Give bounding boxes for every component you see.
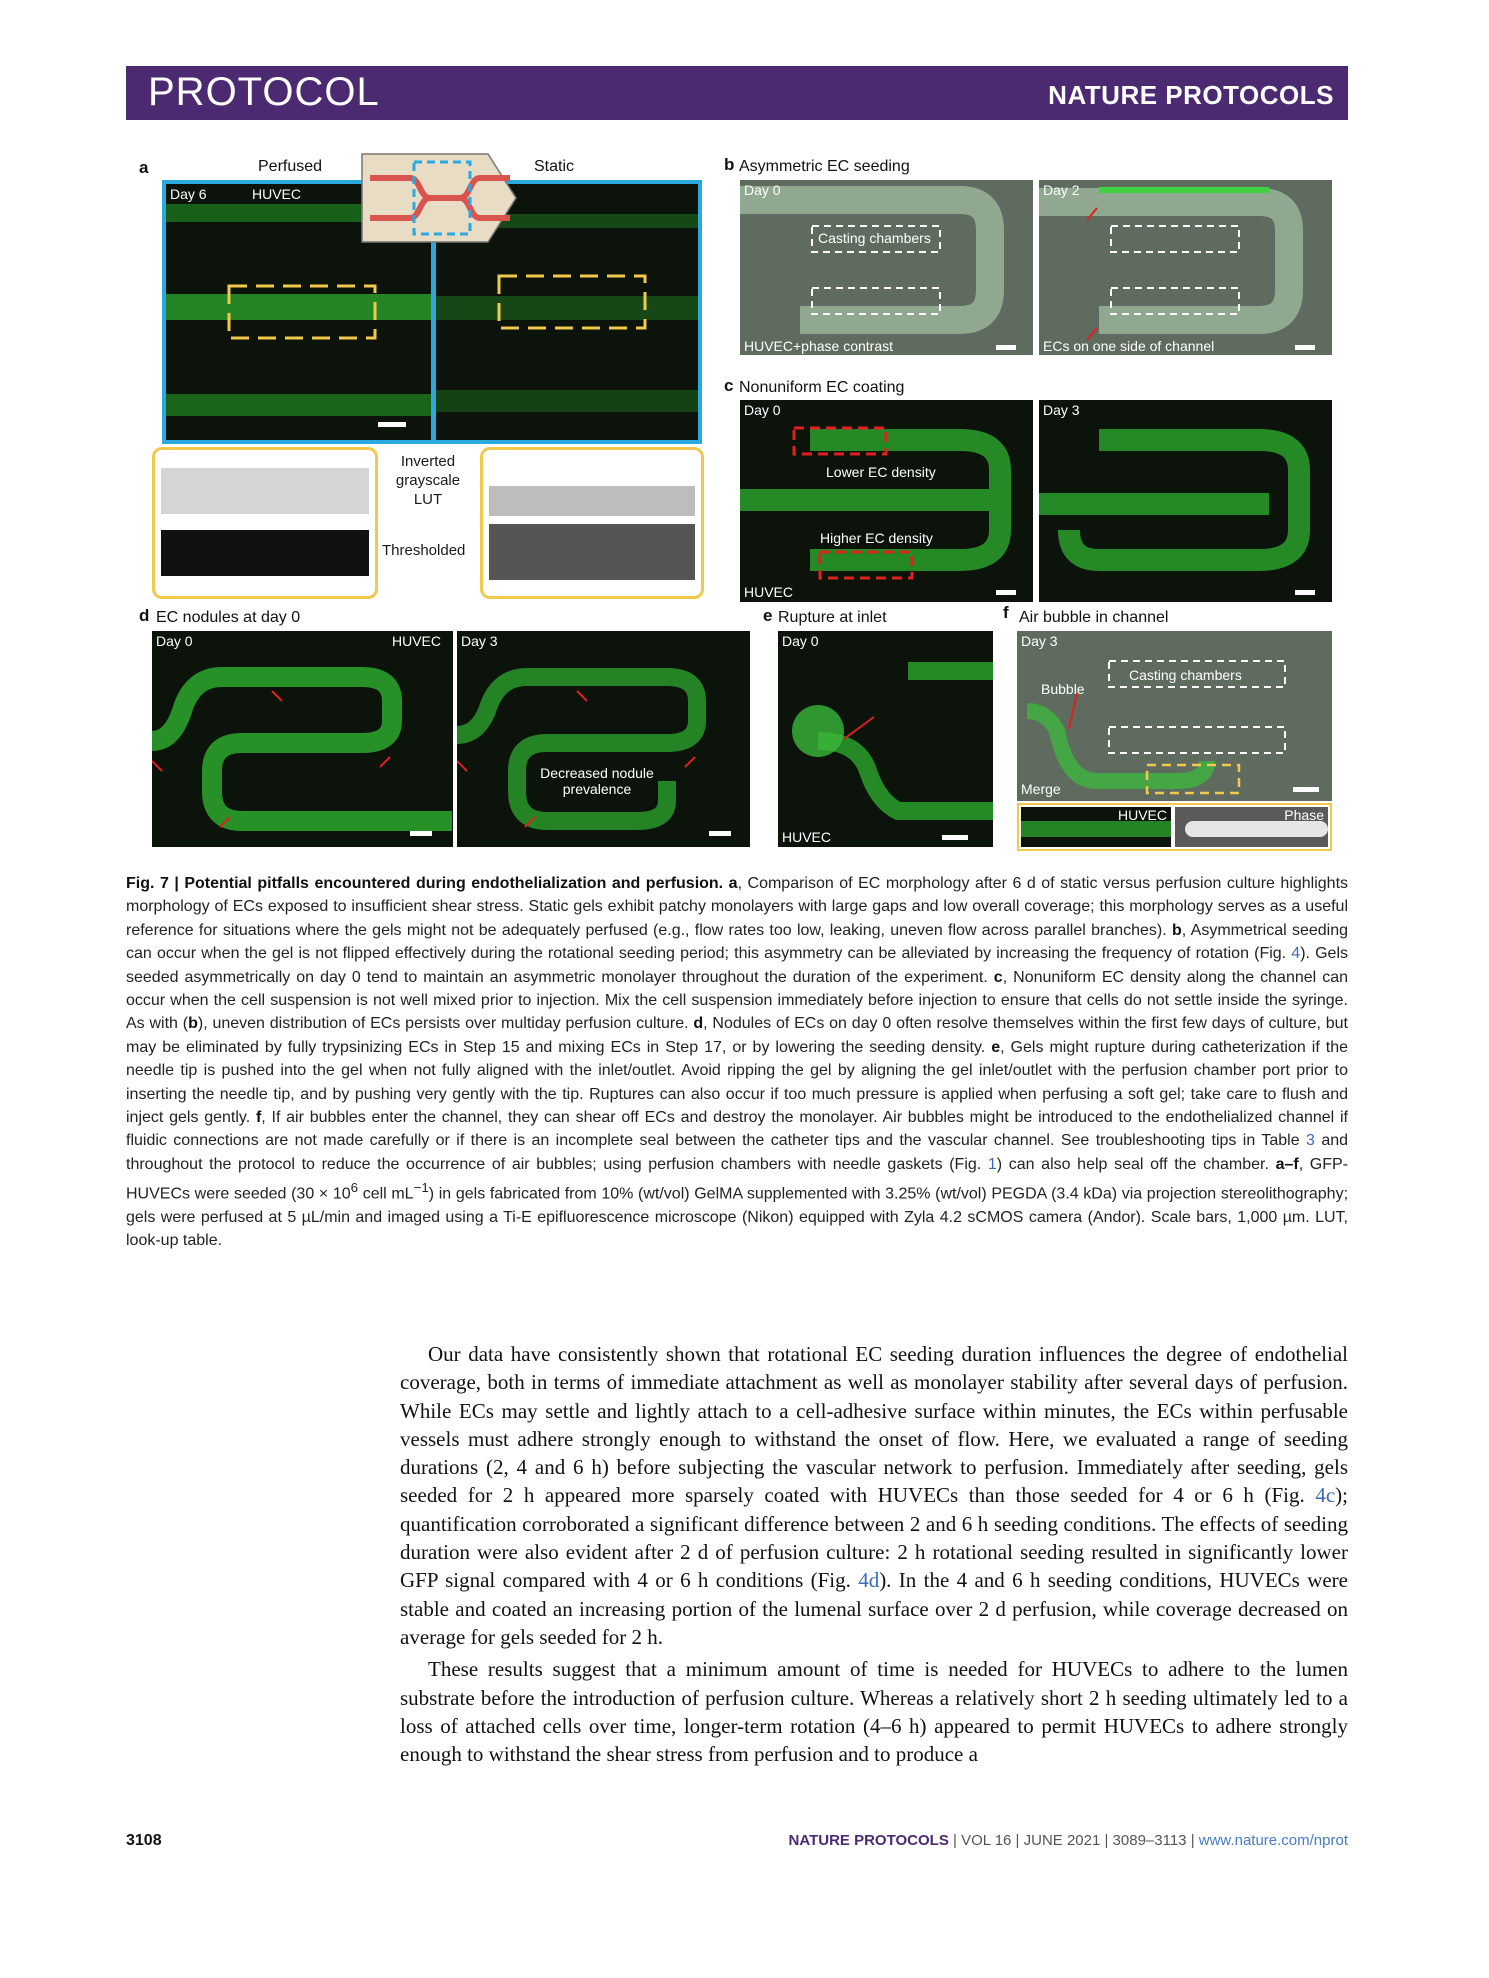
panel-c-day3: Day 3 (1043, 402, 1080, 418)
panel-d-day0-channels (152, 631, 453, 847)
panel-b-day2: Day 2 (1043, 182, 1080, 198)
caption-b-text: , Asymmetrical seeding can occur when the gel is not flipped effectively during the rotational seeding period; this asymmetry can be alleviated by increasing the frequency of rotation (Fig. (126, 921, 1348, 963)
p1-text-c: ). In the 4 and 6 h seeding conditions, HUVECs were stable and coated an increasing portion of the lumenal surface over 2 d perfusion, while coverage decreased on average for gels seeded for 2 h. (400, 1568, 1348, 1649)
panel-a-cell: HUVEC (252, 186, 302, 202)
panel-a-static-lut-box (480, 447, 704, 599)
panel-b-casting: Casting chambers (818, 230, 931, 246)
caption-f-text: , If air bubbles enter the channel, they can shear off ECs and destroy the monolayer. Air bubbles might be introduced to the endothelialized channel if fluidic connections are not made carefully or if there is an incomplete seal between the catheter tips and the vascular channel. See troubleshooting tips in Table (126, 1109, 1348, 1150)
scale-bar (378, 422, 406, 427)
caption-c-ref: b (188, 1015, 198, 1033)
fig-1-link[interactable]: 1 (987, 1155, 997, 1173)
caption-af-text-3: ) in gels fabricated from 10% (wt/vol) GelMA supplemented with 3.25% (wt/vol) PEGDA (3.4 kDa) via projection stereolithography; gels were perfused at 5 µL/min and imaged using a Ti-E epifluorescence microscope (Nikon) equipped with Zyla 4.2 sCMOS camera (Andor). Scale bars, 1,000 µm. LUT, look-up table. (126, 1185, 1349, 1250)
scale-bar (1295, 590, 1315, 595)
panel-b-day0-channels (740, 180, 1033, 355)
panel-c-day0: Day 0 (744, 402, 781, 418)
panel-b-phase: HUVEC+phase contrast (744, 338, 894, 354)
panel-f-day3: Day 3 (1021, 633, 1058, 649)
lut-label (388, 452, 468, 509)
decreased-line-1: Decreased nodule (540, 765, 654, 781)
panel-f-bubble: Bubble (1041, 681, 1085, 697)
caption-af-sup: 6 (350, 1180, 359, 1196)
scale-bar (942, 835, 968, 840)
panel-f-channels (1017, 631, 1332, 801)
panel-f-label: f (1003, 603, 1009, 622)
panel-a-perfused: Perfused (258, 158, 323, 175)
panel-f-zoom-strip (1017, 803, 1332, 851)
paragraph-2: These results suggest that a minimum amount of time is needed for HUVECs to adhere to the lumen substrate before the introduction of perfusion culture. Whereas a relatively short 2 h seeding ultimately led to a loss of attached cells over time, longer-term rotation (4–6 h) appeared to permit HUVECs to adhere strongly enough to withstand the shear stress from perfusion and to produce a (400, 1657, 1348, 1767)
panel-c-title: Nonuniform EC coating (739, 379, 905, 396)
panel-a-day: Day 6 (170, 186, 207, 202)
panel-b-day2-image (1039, 180, 1332, 355)
panel-d-day0: Day 0 (156, 633, 193, 649)
panel-e-title: Rupture at inlet (778, 609, 887, 626)
thresholded-image (489, 524, 695, 580)
thresholded-label: Thresholded (382, 542, 466, 559)
table-3-link[interactable]: 3 (1306, 1132, 1315, 1150)
caption-e-label: e (991, 1038, 1001, 1056)
panel-d-day3-channels (457, 631, 750, 847)
panel-c-lower: Lower EC density (826, 464, 936, 480)
journal-header-bar (126, 66, 1348, 120)
panel-c-day3-image (1039, 400, 1332, 602)
caption-e-text: , Gels might rupture during catheterization if the needle tip is pushed into the gel when not fully aligned with the inlet/outlet. Avoid ripping the gel by aligning the gel inlet/outlet with the perfusion chamber port prior to inserting the needle tip, and by pushing very gently with the tip. Ruptures can also occur if too much pressure is applied when perfusing a soft gel; take care to flush and inject gels gently. (126, 1038, 1348, 1127)
panel-d-title: EC nodules at day 0 (156, 609, 301, 626)
p1-text-a: Our data have consistently shown that rotational EC seeding duration influences the degree of endothelial coverage, both in terms of immediate attachment as well as monolayer stability after several days of perfusion. While ECs may settle and lightly attach to a cell-adhesive surface within minutes, the ECs within perfusable vessels must adhere strongly enough to withstand the onset of flow. Here, we evaluated a range of seeding durations (2, 4 and 6 h) before subjecting the vascular network to perfusion. Immediately after seeding, gels seeded for 2 h appeared more sparsely coated with HUVECs than those seeded for 4 or 6 h (Fig. (400, 1342, 1348, 1508)
paragraph-1 (400, 1340, 1348, 1651)
footer-url-link[interactable]: www.nature.com/nprot (1198, 1832, 1348, 1849)
panel-f-phase-zoom (1175, 807, 1328, 847)
page-number: 3108 (126, 1832, 162, 1849)
panel-d-cell: HUVEC (392, 633, 442, 649)
panel-e-day0-image (778, 631, 993, 847)
panel-c-higher: Higher EC density (820, 530, 933, 546)
caption-af-label: a–f (1275, 1155, 1299, 1173)
footer-volume: | VOL 16 | JUNE 2021 | 3089–3113 | (948, 1832, 1199, 1849)
caption-d-label: d (693, 1015, 704, 1033)
panel-b-day2-channels (1039, 180, 1332, 355)
panel-e-label: e (763, 606, 773, 625)
panel-c-cell: HUVEC (744, 584, 794, 600)
caption-d-text: , Nodules of ECs on day 0 often resolve themselves within the first few days of culture, but may be eliminated by fully trypsinizing ECs in Step 15 and mixing ECs in Step 17, or by lowering the seeding density. (126, 1015, 1349, 1056)
caption-a-label: a (728, 875, 738, 892)
lut-line-1: Inverted (400, 453, 456, 470)
panel-c-day3-channels (1039, 400, 1332, 602)
caption-af-text: , GFP-HUVECs were seeded (30 × 10 (126, 1155, 1348, 1203)
figure-caption (126, 872, 1348, 1253)
panel-b-day0: Day 0 (744, 182, 781, 198)
inverted-grayscale-image (161, 468, 369, 514)
panel-c-day0-channels (740, 400, 1033, 602)
footer-journal: NATURE PROTOCOLS (788, 1832, 949, 1849)
caption-f-text-2: and throughout the protocol to reduce the occurrence of air bubbles; using perfusion chambers with needle gaskets (Fig. (126, 1132, 1349, 1173)
lut-line-2: grayscale (395, 472, 461, 489)
panel-b-title: Asymmetric EC seeding (739, 158, 910, 175)
scale-bar (709, 831, 731, 836)
panel-a-static: Static (534, 158, 575, 175)
panel-d-day0-image (152, 631, 453, 847)
scale-bar (996, 590, 1016, 595)
panel-d-day3: Day 3 (461, 633, 498, 649)
caption-f-label: f (255, 1109, 262, 1127)
fig-4c-link[interactable]: 4c (1315, 1483, 1336, 1508)
panel-f-huvec: HUVEC (1117, 807, 1167, 823)
panel-d-decreased (527, 765, 667, 797)
caption-af-sup-2: −1 (413, 1180, 429, 1196)
caption-c-text-2: ), uneven distribution of ECs persists over multiday perfusion culture. (197, 1015, 694, 1033)
panel-f-title: Air bubble in channel (1019, 609, 1169, 626)
caption-title: Fig. 7 | Potential pitfalls encountered during endothelialization and perfusion. (126, 875, 724, 892)
device-schematic-icon (360, 152, 520, 244)
panel-e-cell: HUVEC (782, 829, 832, 845)
decreased-line-2: prevalence (562, 781, 632, 797)
panel-f-casting: Casting chambers (1129, 667, 1242, 683)
panel-c-label: c (724, 376, 734, 395)
panel-a-perfused-lut-box (152, 447, 378, 599)
caption-af-text-2: cell mL (358, 1185, 414, 1203)
body-text (400, 1340, 1348, 1768)
scale-bar (1295, 345, 1315, 350)
panel-b-one-side: ECs on one side of channel (1043, 338, 1215, 354)
caption-c-label: c (993, 968, 1003, 986)
scale-bar (410, 831, 432, 836)
caption-a-text: , Comparison of EC morphology after 6 d of static versus perfusion culture highlights morphology of ECs exposed to insufficient shear stress. Static gels exhibit patchy monolayers with large gaps and low overall coverage; this morphology serves as a useful reference for situations where the gels might not be adequately perfused (e.g., flow rates too low, leaking, uneven flow across parallel branches). (126, 875, 1349, 939)
panel-e-day0: Day 0 (782, 633, 819, 649)
caption-f-text-3: ) can also help seal off the chamber. (996, 1155, 1276, 1173)
panel-b-day0-image (740, 180, 1033, 355)
caption-b-text-2: ). Gels seeded asymmetrically on day 0 tend to maintain an asymmetric monolayer throughout the duration of the experiment. (126, 945, 1349, 986)
scale-bar (1293, 787, 1319, 792)
panel-b-label: b (724, 155, 735, 174)
section-title: PROTOCOL (148, 70, 380, 114)
caption-c-text: , Nonuniform EC density along the channel can occur when the cell suspension is not well mixed prior to injection. Mix the cell suspension immediately before injection to ensure that cells do not settle inside the syringe. As with ( (126, 968, 1348, 1033)
footer-citation (789, 1832, 1348, 1849)
panel-f-huvec-zoom (1021, 807, 1171, 847)
panel-e-day0-channels (778, 631, 993, 847)
fig-4-link[interactable]: 4 (1291, 945, 1301, 963)
lut-line-3: LUT (413, 491, 443, 508)
panel-a-label: a (139, 158, 149, 177)
scale-bar (996, 345, 1016, 350)
inverted-grayscale-image (489, 486, 695, 516)
panel-c-day0-image (740, 400, 1033, 602)
p1-text-b: ); quantification corroborated a significant difference between 2 and 6 h seeding conditions. The effects of seeding duration were also evident after 2 d of perfusion culture: 2 h rotational seeding resulted in significantly lower GFP signal compared with 4 or 6 h conditions (Fig. (400, 1483, 1348, 1593)
thresholded-image (161, 530, 369, 576)
panel-f-day3-image (1017, 631, 1332, 801)
panel-f-merge: Merge (1021, 781, 1061, 797)
journal-name: NATURE PROTOCOLS (1048, 80, 1334, 110)
panel-f-phase: Phase (1284, 807, 1324, 823)
panel-d-day3-image (457, 631, 750, 847)
panel-d-label: d (139, 606, 150, 625)
caption-b-label: b (1172, 921, 1182, 939)
fig-4d-link[interactable]: 4d (858, 1568, 880, 1593)
